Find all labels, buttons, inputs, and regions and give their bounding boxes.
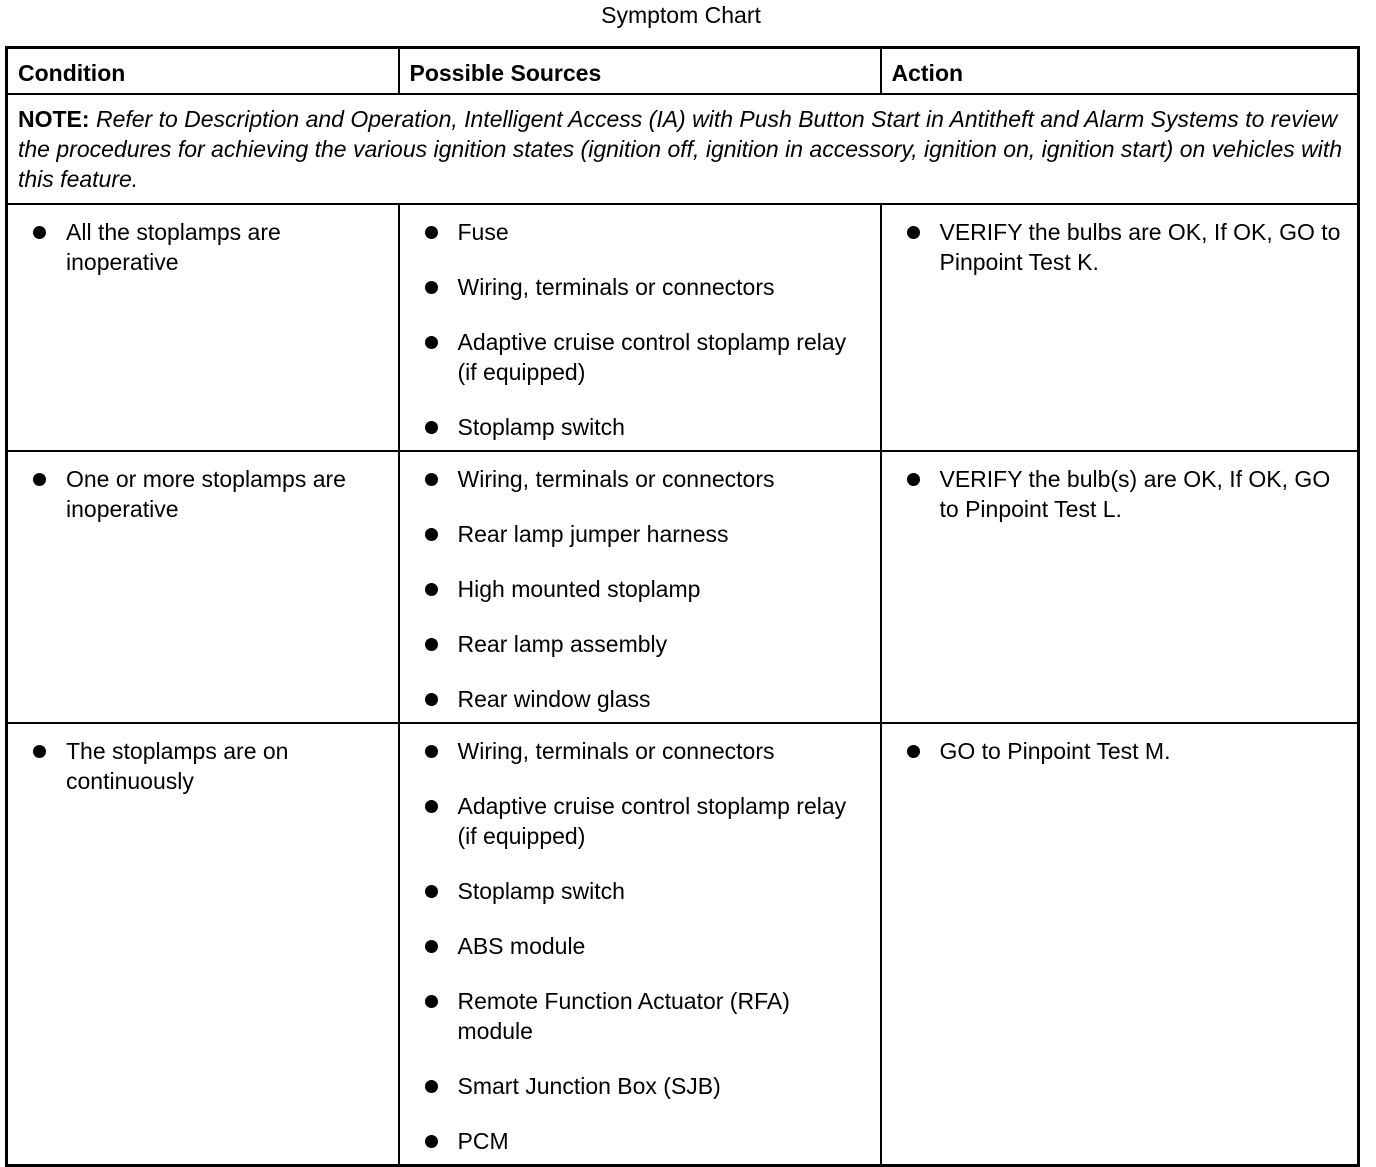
action-item: VERIFY the bulbs are OK, If OK, GO to Pinpoint Test K. (882, 217, 1350, 277)
note-row (7, 94, 1359, 204)
source-item: Rear lamp jumper harness (400, 519, 872, 549)
bullet-icon (425, 693, 438, 706)
table-row (7, 204, 1359, 451)
source-item: PCM (400, 1126, 872, 1156)
chart-title: Symptom Chart (601, 2, 761, 28)
bullet-icon (33, 745, 46, 758)
bullet-icon (33, 226, 46, 239)
sources-cell (399, 204, 881, 451)
source-item: Rear window glass (400, 684, 872, 714)
source-item: Wiring, terminals or connectors (400, 736, 872, 766)
action-cell (881, 723, 1359, 1166)
note-cell (7, 94, 1359, 204)
source-item: Stoplamp switch (400, 876, 872, 906)
bullet-icon (425, 226, 438, 239)
source-item: Stoplamp switch (400, 412, 872, 442)
action-item: VERIFY the bulb(s) are OK, If OK, GO to Pinpoint Test L. (882, 464, 1350, 524)
bullet-icon (425, 583, 438, 596)
bullet-icon (425, 1135, 438, 1148)
symptom-table (5, 46, 1360, 1167)
source-item: Fuse (400, 217, 872, 247)
table-header-row (7, 48, 1359, 94)
header-action: Action (881, 48, 1359, 94)
bullet-icon (425, 745, 438, 758)
bullet-icon (425, 421, 438, 434)
source-item: Remote Function Actuator (RFA) module (400, 986, 872, 1046)
bullet-icon (425, 638, 438, 651)
source-item: ABS module (400, 931, 872, 961)
bullet-icon (425, 940, 438, 953)
source-item: Adaptive cruise control stoplamp relay (if equipped) (400, 791, 872, 851)
source-item: High mounted stoplamp (400, 574, 872, 604)
bullet-icon (907, 473, 920, 486)
condition-item: One or more stoplamps are inoperative (8, 464, 390, 524)
action-cell (881, 204, 1359, 451)
condition-cell (7, 204, 399, 451)
note-text: Refer to Description and Operation, Intelligent Access (IA) with Push Button Start in Antitheft and Alarm Systems to review the procedures for achieving the various ignition states (ignition off, ignition in accessory, ignition on, ignition start) on vehicles with this feature. (18, 105, 1343, 192)
note-label: NOTE: (18, 105, 90, 132)
bullet-icon (425, 800, 438, 813)
header-condition: Condition (7, 48, 399, 94)
source-item: Wiring, terminals or connectors (400, 272, 872, 302)
bullet-icon (907, 745, 920, 758)
bullet-icon (425, 281, 438, 294)
source-item: Rear lamp assembly (400, 629, 872, 659)
bullet-icon (907, 226, 920, 239)
condition-item: The stoplamps are on continuously (8, 736, 390, 796)
bullet-icon (425, 473, 438, 486)
action-item: GO to Pinpoint Test M. (882, 736, 1350, 766)
bullet-icon (425, 885, 438, 898)
bullet-icon (425, 336, 438, 349)
table-row (7, 451, 1359, 723)
bullet-icon (425, 528, 438, 541)
bullet-icon (425, 1080, 438, 1093)
condition-cell (7, 723, 399, 1166)
bullet-icon (425, 995, 438, 1008)
source-item: Smart Junction Box (SJB) (400, 1071, 872, 1101)
sources-cell (399, 723, 881, 1166)
header-possible-sources: Possible Sources (399, 48, 881, 94)
action-cell (881, 451, 1359, 723)
table-row (7, 723, 1359, 1166)
condition-cell (7, 451, 399, 723)
sources-cell (399, 451, 881, 723)
bullet-icon (33, 473, 46, 486)
source-item: Wiring, terminals or connectors (400, 464, 872, 494)
source-item: Adaptive cruise control stoplamp relay (if equipped) (400, 327, 872, 387)
condition-item: All the stoplamps are inoperative (8, 217, 390, 277)
